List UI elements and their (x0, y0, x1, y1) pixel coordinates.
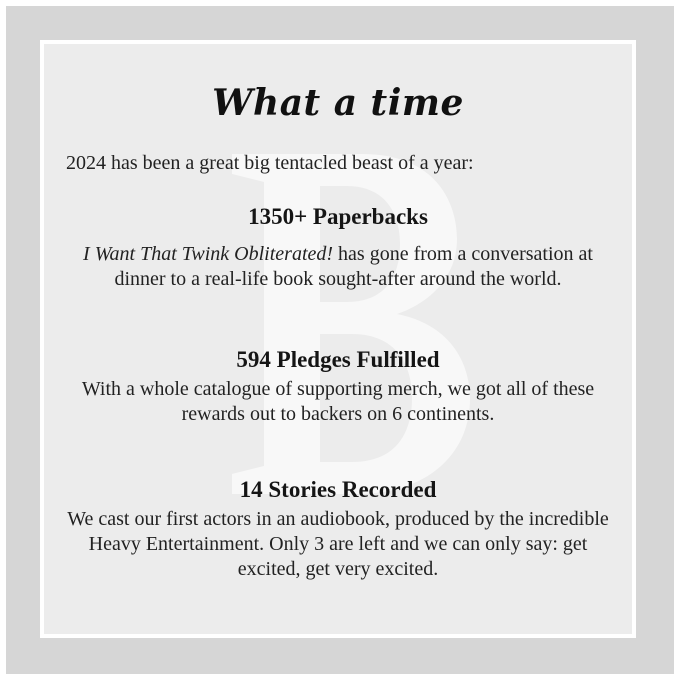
section-paperbacks (44, 204, 632, 292)
section-heading: 14 Stories Recorded (239, 477, 437, 502)
b-letter-watermark-icon (212, 144, 472, 504)
summary-card (40, 40, 636, 638)
section-body-text: has gone from a conversation at dinner to a real-life book sought-after around the world. (114, 243, 593, 290)
section-body: We cast our first actors in an audiobook, produced by the incredible Heavy Entertainment. Only 3 are left and we can only say: get excited, get very excited. (67, 508, 609, 580)
book-title: I Want That Twink Obliterated! (83, 243, 334, 265)
section-body (58, 242, 618, 292)
page-title: What a time (212, 82, 464, 124)
section-body: With a whole catalogue of supporting merch, we got all of these rewards out to backers on 6 continents. (81, 378, 595, 425)
section-pledges (44, 347, 632, 427)
section-heading: 594 Pledges Fulfilled (236, 347, 440, 372)
section-stories (44, 477, 632, 582)
section-heading: 1350+ Paperbacks (248, 204, 428, 229)
intro-text: 2024 has been a great big tentacled beast of a year: (66, 152, 474, 174)
outer-frame (6, 6, 674, 674)
